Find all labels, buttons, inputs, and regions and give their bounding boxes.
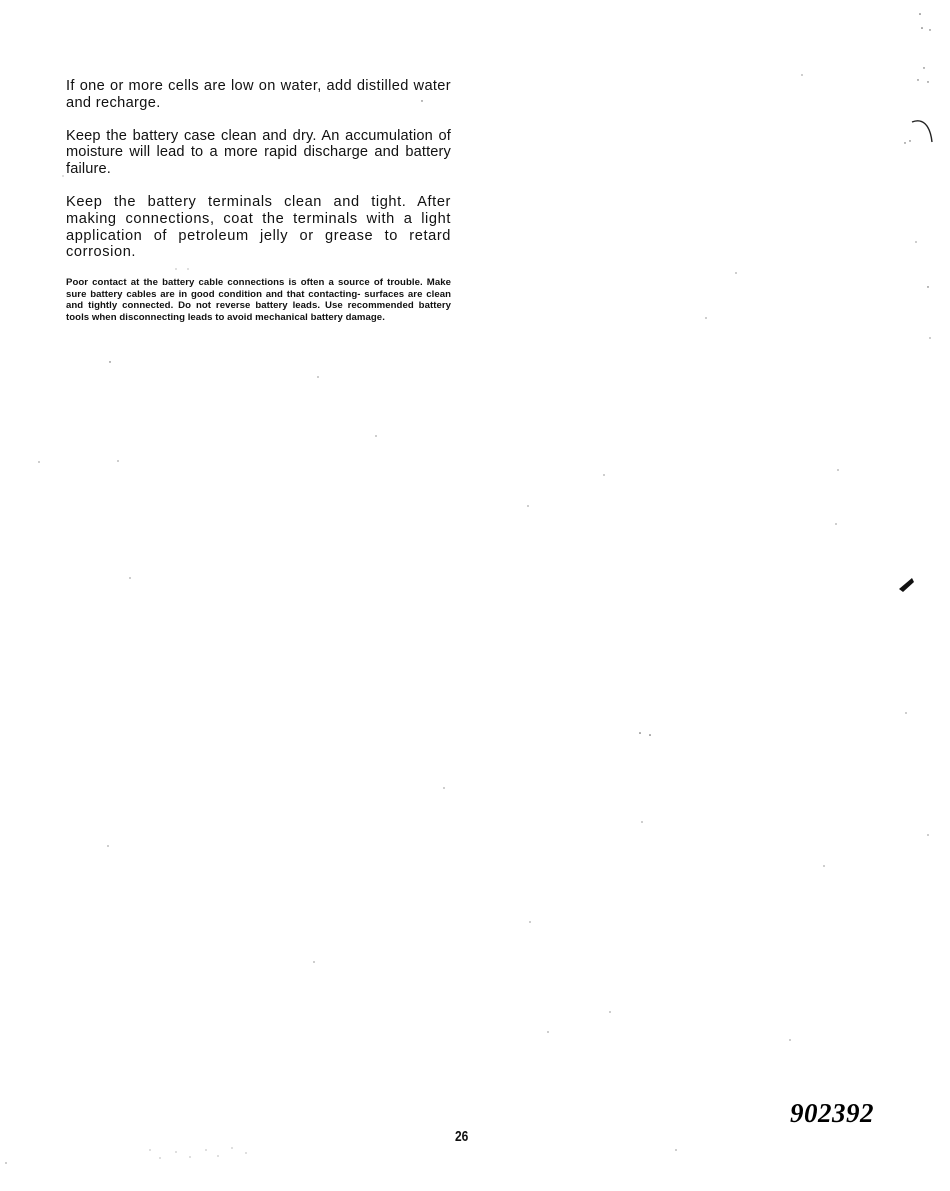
- paragraph-add-water: If one or more cells are low on water, add distilled water and recharge.: [66, 78, 451, 111]
- page-number: 26: [455, 1128, 469, 1145]
- paragraph-keep-terminals-clean: Keep the battery terminals clean and tight. After making connections, coat the terminals with a light application of petroleum jelly or grease to retard corrosion.: [66, 193, 451, 261]
- document-number: 902392: [790, 1098, 874, 1128]
- paragraph-keep-case-clean: Keep the battery case clean and dry. An accumulation of moisture will lead to a more rapid discharge and battery failure.: [66, 127, 451, 178]
- main-text-column: [66, 78, 451, 324]
- margin-ink-blot: [899, 578, 914, 592]
- margin-curve-mark: [912, 121, 932, 142]
- battery-contact-note: Poor contact at the battery cable connections is often a source of trouble. Make sure battery cables are in good condition and that contacting- surfaces are clean and tightly connected. Do not reverse battery leads. Use recommended battery tools when disconnecting leads to avoid mechanical battery damage.: [66, 277, 451, 323]
